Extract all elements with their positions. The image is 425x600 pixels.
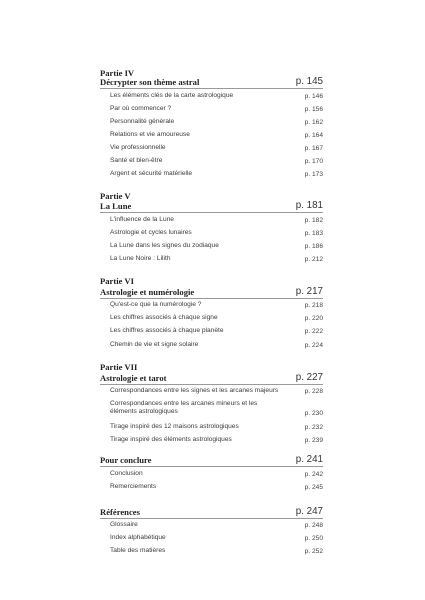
toc-entry[interactable] — [110, 170, 323, 179]
toc-entry-title: Glossaire — [110, 521, 138, 528]
toc-entry-page: p. 252 — [304, 547, 323, 555]
toc-entry-title: Vie professionnelle — [110, 144, 166, 151]
toc-entry-title: L'influence de la Lune — [110, 216, 174, 223]
toc-entry[interactable] — [110, 229, 323, 238]
toc-entry-title: Argent et sécurité matérielle — [110, 170, 193, 177]
toc-entry-title: Qu'est-ce que la numérologie ? — [110, 301, 202, 308]
part-page-number: p. 241 — [295, 454, 323, 465]
toc-entry[interactable] — [110, 400, 323, 418]
toc-entry-page: p. 228 — [304, 387, 323, 395]
part-label: Partie VI — [100, 276, 134, 286]
toc-entry-page: p. 186 — [304, 242, 323, 250]
toc-entry-page: p. 222 — [304, 327, 323, 335]
toc-entry[interactable] — [110, 301, 323, 310]
toc-entry-page: p. 164 — [304, 131, 323, 139]
toc-entry-page: p. 220 — [304, 314, 323, 322]
toc-entry-page: p. 248 — [304, 521, 323, 529]
part-title: Pour conclure — [100, 455, 152, 465]
toc-entry-page: p. 250 — [304, 534, 323, 542]
toc-entry-title: Conclusion — [110, 470, 143, 477]
part-title: Astrologie et numérologie — [100, 287, 195, 297]
toc-entry-title: Santé et bien-être — [110, 157, 163, 164]
toc-entry-page: p. 232 — [304, 423, 323, 431]
toc-entry[interactable] — [110, 242, 323, 251]
toc-entry-page: p. 182 — [304, 216, 323, 224]
toc-entry-page: p. 146 — [304, 92, 323, 100]
toc-entry[interactable] — [110, 521, 323, 530]
part-page-number: p. 227 — [295, 372, 323, 383]
toc-entry[interactable] — [110, 314, 323, 323]
toc-entry[interactable] — [110, 534, 323, 543]
toc-entry-page: p. 173 — [304, 170, 323, 178]
part-title: Astrologie et tarot — [100, 373, 167, 383]
toc-entry-title: Relations et vie amoureuse — [110, 131, 190, 138]
part-page-number: p. 181 — [295, 200, 323, 211]
toc-entry[interactable] — [110, 92, 323, 101]
toc-entry[interactable] — [110, 327, 323, 336]
toc-entry-title: Tirage inspiré des 12 maisons astrologiques — [110, 423, 239, 430]
toc-entry[interactable] — [110, 470, 323, 479]
toc-entry-title: Chemin de vie et signe solaire — [110, 341, 199, 348]
toc-entry-page: p. 162 — [304, 118, 323, 126]
toc-entry-page: p. 239 — [304, 436, 323, 444]
toc-entry[interactable] — [110, 423, 323, 432]
part-label: Partie V — [100, 191, 131, 201]
part-heading-row[interactable] — [100, 285, 323, 299]
toc-entry-title: Table des matières — [110, 547, 166, 554]
toc-entry-title: Remerciements — [110, 483, 157, 490]
part-page-number: p. 247 — [295, 506, 323, 517]
part-page-number: p. 145 — [295, 76, 323, 87]
toc-entry-title: Index alphabétique — [110, 534, 166, 541]
toc-entry-page: p. 224 — [304, 341, 323, 349]
toc-entry[interactable] — [110, 157, 323, 166]
toc-entry[interactable] — [110, 483, 323, 492]
part-label: Partie VII — [100, 362, 138, 372]
toc-entry[interactable] — [110, 255, 323, 264]
toc-entry-title: Les éléments clés de la carte astrologique — [110, 92, 234, 99]
part-label: Partie IV — [100, 68, 135, 78]
part-title: Décrypter son thème astral — [100, 77, 200, 87]
toc-entry-title: Par où commencer ? — [110, 105, 172, 112]
toc-entry[interactable] — [110, 547, 323, 556]
toc-entry[interactable] — [110, 387, 323, 396]
toc-entry[interactable] — [110, 341, 323, 350]
toc-entry-page: p. 167 — [304, 144, 323, 152]
toc-entry[interactable] — [110, 105, 323, 114]
toc-entry-page: p. 245 — [304, 483, 323, 491]
toc-entry-title: Personnalité générale — [110, 118, 175, 125]
part-heading-row[interactable] — [100, 199, 323, 213]
toc-entry-page: p. 212 — [304, 255, 323, 263]
toc-entry-title: La Lune dans les signes du zodiaque — [110, 242, 219, 249]
toc-entry-page: p. 230 — [304, 409, 323, 417]
toc-entry[interactable] — [110, 118, 323, 127]
part-heading-row[interactable] — [100, 75, 323, 89]
toc-entry[interactable] — [110, 131, 323, 140]
toc-entry-title: Astrologie et cycles lunaires — [110, 229, 192, 236]
part-title: Références — [100, 507, 140, 517]
toc-entry-page: p. 183 — [304, 229, 323, 237]
toc-entry-title: Correspondances entre les arcanes mineurs et les éléments astrologiques — [110, 400, 258, 416]
toc-entry-title: Les chiffres associés à chaque planète — [110, 327, 224, 334]
toc-entry-page: p. 242 — [304, 470, 323, 478]
part-page-number: p. 217 — [295, 286, 323, 297]
part-heading-row[interactable] — [100, 505, 323, 519]
part-heading-row[interactable] — [100, 453, 323, 467]
toc-entry-page: p. 170 — [304, 157, 323, 165]
toc-entry[interactable] — [110, 144, 323, 153]
toc-entry[interactable] — [110, 216, 323, 225]
toc-entry[interactable] — [110, 436, 323, 445]
toc-entry-title: La Lune Noire : Lilith — [110, 255, 171, 262]
part-heading-row[interactable] — [100, 371, 323, 385]
part-title: La Lune — [100, 201, 132, 211]
toc-entry-title: Les chiffres associés à chaque signe — [110, 314, 218, 321]
toc-entry-page: p. 156 — [304, 105, 323, 113]
toc-entry-title: Correspondances entre les signes et les arcanes majeurs — [110, 387, 279, 394]
toc-entry-title: Tirage inspiré des éléments astrologiques — [110, 436, 232, 443]
toc-entry-page: p. 218 — [304, 301, 323, 309]
